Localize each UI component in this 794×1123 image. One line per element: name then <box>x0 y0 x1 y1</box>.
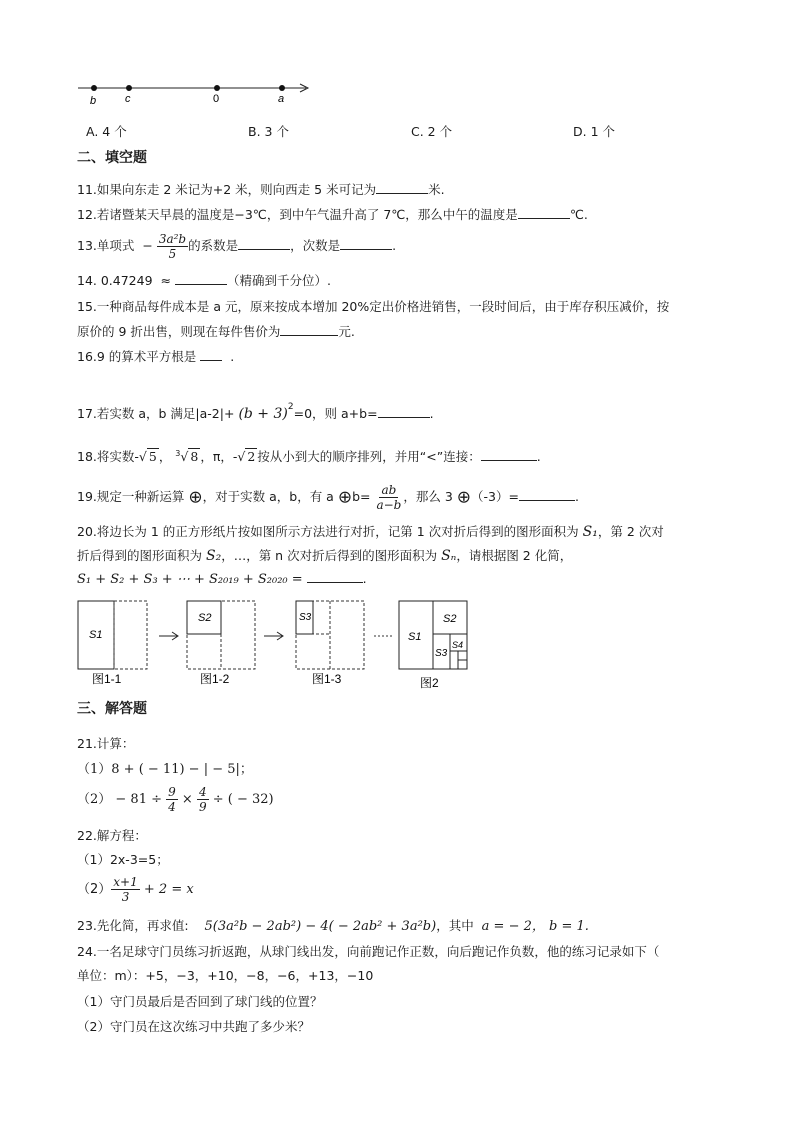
oplus-icon: ⊕ <box>456 487 472 508</box>
question-24-part-2: （2）守门员在这次练习中共跑了多少米？ <box>77 1019 310 1034</box>
question-18: 18.将实数-√ 5 ， $^3$√ 8 ，π，-√ 2 按从小到大的顺序排列，并用“<”连接： . <box>77 448 541 464</box>
label-b: b <box>90 95 97 107</box>
option-b: B. 3 个 <box>248 124 289 139</box>
svg-text:S3: S3 <box>299 612 312 623</box>
question-24-line-1: 24.一名足球守门员练习折返跑，从球门线出发，向前跑记作正数，向后跑记作负数，他的练习记录如下（ <box>77 944 660 959</box>
question-14: 14. 0.47249 ≈ （精确到千分位）. <box>77 273 331 288</box>
question-15-line-1: 15.一种商品每件成本是 a 元，原来按成本增加 20%定出价格进销售，一段时间后，由于库存积压减价，按 <box>77 299 670 314</box>
label-zero: 0 <box>213 93 220 105</box>
svg-text:S2: S2 <box>443 613 457 625</box>
figure-1-3 <box>296 601 364 686</box>
svg-text:图2: 图2 <box>420 676 439 690</box>
question-24-line-2: 单位：m）：+5，−3，+10，−8，−6，+13，−10 <box>77 968 374 983</box>
point-b <box>91 85 97 91</box>
question-23: 23.先化简，再求值: 5(3a²b − 2ab²) − 4( − 2ab² + 3a²b)，其中 a = − 2， b = 1. <box>77 918 589 934</box>
question-21-title: 21.计算： <box>77 736 135 751</box>
label-a: a <box>278 93 285 105</box>
section-3-title: 三、解答题 <box>77 701 147 717</box>
number-line <box>70 78 320 110</box>
question-20-line-2: 折后得到的图形面积为 S₂，…，第 n 次对折后得到的图形面积为 Sₙ，请根据图 2 化简， <box>77 548 573 564</box>
option-c: C. 2 个 <box>411 124 453 139</box>
question-13: 13.单项式 − $\frac{\text{3a²b}}{5}$ 的系数是 ，次数是 . <box>77 232 397 261</box>
section-2-title: 二、填空题 <box>77 150 147 166</box>
point-a <box>279 85 285 91</box>
folding-figures <box>72 598 482 690</box>
svg-text:S1: S1 <box>89 629 103 641</box>
question-22-title: 22.解方程： <box>77 828 147 843</box>
question-20-line-1: 20.将边长为 1 的正方形纸片按如图所示方法进行对折，记第 1 次对折后得到的图形面积为 S₁，第 2 次对 <box>77 524 664 540</box>
svg-text:S1: S1 <box>408 631 422 643</box>
svg-text:图1-1: 图1-1 <box>92 672 122 686</box>
svg-text:S3: S3 <box>435 648 448 659</box>
svg-text:图1-2: 图1-2 <box>200 672 230 686</box>
oplus-icon: ⊕ <box>188 487 203 508</box>
svg-text:S4: S4 <box>452 640 464 650</box>
question-21-part-1: （1）8 + ( − 11) − | − 5|； <box>77 762 253 777</box>
question-24-part-1: （1）守门员最后是否回到了球门线的位置？ <box>77 994 323 1009</box>
svg-text:图1-3: 图1-3 <box>312 672 342 686</box>
question-21-part-2: （2） − 81 ÷ $\frac{9}{4}$ × $\frac{4}{9}$ ÷ ( − 32) <box>77 785 274 814</box>
oplus-icon: ⊕ <box>337 487 353 508</box>
svg-text:S2: S2 <box>198 612 212 624</box>
question-22-part-2: （2） $\frac{x+1}{3}$ + 2 = x <box>77 875 194 904</box>
point-c <box>126 85 132 91</box>
question-20-line-3: S₁ + S₂ + S₃ + ⋯ + S₂₀₁₉ + S₂₀₂₀ = . <box>77 571 367 587</box>
figure-1-2 <box>187 601 255 686</box>
question-19: 19.规定一种新运算 ⊕，对于实数 a，b，有 a ⊕b= $\frac{ab}{a-b}$ ，那么 3 ⊕（-3）= . <box>77 483 579 512</box>
option-a: A. 4 个 <box>86 124 127 139</box>
question-11: 11.如果向东走 2 米记为+2 米，则向西走 5 米可记为 米. <box>77 182 445 197</box>
question-17: 17.若实数 a，b 满足$|a-2|+ (b + 3)^2=0$，则 a+b= . <box>77 401 434 422</box>
label-c: c <box>125 93 131 105</box>
figure-1-1 <box>78 601 147 686</box>
option-d: D. 1 个 <box>573 124 615 139</box>
point-zero <box>214 85 220 91</box>
question-16: 16.9 的算术平方根是 . <box>77 349 235 364</box>
question-12: 12.若诸暨某天早晨的温度是−3℃，到中午气温升高了 7℃，那么中午的温度是 ℃. <box>77 207 588 222</box>
question-22-part-1: （1）2x-3=5； <box>77 852 169 867</box>
figure-2 <box>399 601 467 690</box>
question-15-line-2: 原价的 9 折出售，则现在每件售价为 元. <box>77 324 355 339</box>
